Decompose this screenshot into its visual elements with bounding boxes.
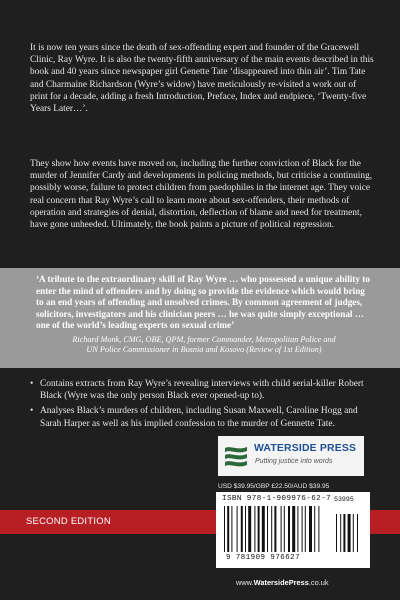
ean-digits: 9 781909 976627 — [226, 554, 301, 562]
publisher-tagline: Putting justice into words — [255, 458, 333, 465]
publisher-website: www.WatersidePress.co.uk — [236, 578, 329, 587]
blurb-paragraph-1: It is now ten years since the death of sex-offending expert and founder of the Gracewell Clinic, Ray Wyre. It is also the twenty-fifth anniversary of the main events described in this book and 40 years since newspaper girl Genette Tate ‘disappeared into thin air’. Tim Tate and Charmaine Richardson (Wyre’s widow) have meticulously re-visited a work out of print for a decade, adding a fresh Introduction, Preface, Index and endpiece, ‘Twenty-five Years Later…’. — [30, 43, 374, 115]
feature-bullet-text: Analyses Black’s murders of children, including Susan Maxwell, Caroline Hogg and Sarah Harper as well as his implied confession to the murder of Gennette Tate. — [40, 406, 358, 429]
bullet-icon: • — [30, 406, 34, 417]
feature-bullet-1 — [30, 378, 378, 402]
price-line: USD $39.95/GBP £22.50/AUD $39.95 — [218, 483, 330, 490]
feature-bullet-2 — [30, 405, 378, 429]
barcode-addon-number: 53995 — [334, 496, 354, 503]
barcode-graphic — [220, 506, 366, 554]
feature-bullet-list — [30, 378, 378, 433]
publisher-name: WATERSIDE PRESS — [254, 443, 357, 454]
review-attribution — [36, 335, 372, 356]
bullet-icon: • — [30, 379, 34, 389]
barcode-box — [216, 492, 370, 568]
attribution-line-2: UN Police Commissioner in Bosnia and Kosovo (Review of 1st Edition) — [86, 345, 322, 355]
blurb-paragraph-2: They show how events have moved on, including the further conviction of Black for the murder of Jennifer Cardy and developments in policing methods, but criticise a continuing, possibly worse, failure to protect children from paedophiles in the internet age. They voice real concern that Ray Wyre’s call to learn more about sex-offenders, their methods of operation and strategies of denial, distortion, deflection of blame and need for treatment, have gone unheeded. Ultimately, the book paints a picture of political regression. — [30, 159, 373, 231]
publisher-logo-block — [218, 436, 364, 476]
review-quote: ‘A tribute to the extraordinary skill of Ray Wyre … who possessed a unique ability to enter the mind of offenders and by doing so provide the evidence which would bring to an end years of offending and unsolved crimes. By common agreement of judges, solicitors, investigators and his clinician peers … he was quite simply exceptional … one of the world’s leading experts on sexual crime’ — [36, 274, 370, 331]
waterside-logo-icon — [222, 443, 250, 469]
edition-label: SECOND EDITION — [26, 515, 111, 526]
isbn-text: ISBN 978-1-909976-62-7 — [222, 495, 332, 503]
feature-bullet-text: Contains extracts from Ray Wyre’s revealing interviews with child serial-killer Robert Black (Wyre was the only person Black ever opened-up to). — [40, 379, 364, 402]
attribution-line-1: Richard Monk, CMG, OBE, QPM, former Commander, Metropolitan Police and — [72, 335, 336, 344]
